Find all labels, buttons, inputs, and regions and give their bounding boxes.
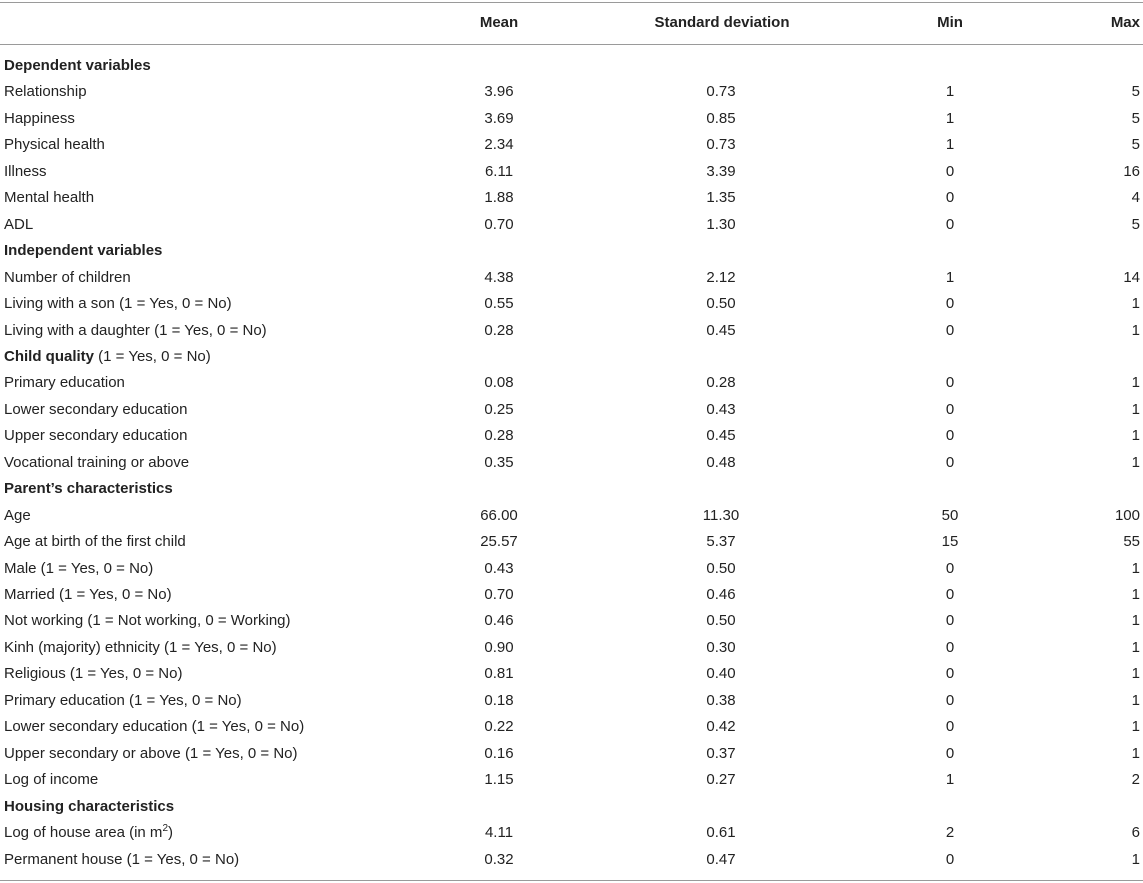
- section-label: [4, 238, 162, 264]
- mean-cell: 0.90: [484, 638, 514, 656]
- max-cell: 1: [1131, 559, 1140, 577]
- row-label-text: Housing characteristics: [4, 797, 175, 815]
- table-row: [0, 159, 1143, 185]
- row-label: [4, 820, 173, 846]
- header-min: Min: [937, 14, 963, 31]
- sd-cell: 0.73: [706, 83, 736, 101]
- max-cell: 1: [1131, 744, 1140, 762]
- header-rule: [0, 44, 1143, 45]
- row-label-text: Mental health: [4, 189, 95, 207]
- sd-cell: 0.37: [706, 744, 736, 762]
- min-cell: 0: [945, 559, 955, 577]
- row-label-text: Lower secondary education (1 = Yes, 0 = No): [4, 718, 305, 736]
- table-row: [0, 767, 1143, 793]
- max-cell: 16: [1123, 162, 1140, 180]
- max-cell: 1: [1131, 453, 1140, 471]
- row-label-text: Upper secondary or above (1 = Yes, 0 = No): [4, 744, 298, 762]
- table-row: [0, 582, 1143, 608]
- sd-cell: 0.38: [706, 691, 736, 709]
- sd-cell: 0.50: [706, 612, 736, 630]
- mean-cell: 0.81: [484, 665, 514, 683]
- mean-cell: 0.70: [484, 215, 514, 233]
- min-cell: 1: [945, 268, 955, 286]
- table-row: [0, 847, 1143, 873]
- section-label: [4, 476, 173, 502]
- row-label-text: Primary education (1 = Yes, 0 = No): [4, 691, 242, 709]
- min-cell: 1: [945, 136, 955, 154]
- row-label-text: Number of children: [4, 268, 131, 286]
- max-cell: 2: [1131, 771, 1140, 789]
- row-label: [4, 318, 267, 344]
- row-label-text: Log of income: [4, 771, 99, 789]
- min-cell: 0: [945, 665, 955, 683]
- row-label: [4, 608, 291, 634]
- table-row: [0, 450, 1143, 476]
- min-cell: 0: [945, 744, 955, 762]
- section-label: [4, 344, 211, 370]
- row-label: [4, 370, 125, 396]
- row-label: [4, 688, 242, 714]
- table-row: [0, 503, 1143, 529]
- row-label-text: Religious (1 = Yes, 0 = No): [4, 665, 183, 683]
- mean-cell: 0.46: [484, 612, 514, 630]
- mean-cell: 4.11: [484, 824, 514, 842]
- max-cell: 1: [1131, 718, 1140, 736]
- min-cell: 0: [945, 321, 955, 339]
- min-cell: 1: [945, 109, 955, 127]
- max-cell: 1: [1131, 321, 1140, 339]
- section-header-row: [0, 794, 1143, 820]
- row-label-text: Age: [4, 506, 31, 524]
- table-row: [0, 265, 1143, 291]
- max-cell: 1: [1131, 295, 1140, 313]
- max-cell: 100: [1114, 506, 1140, 524]
- min-cell: 0: [945, 612, 955, 630]
- max-cell: 1: [1131, 638, 1140, 656]
- row-label: [4, 265, 131, 291]
- mean-cell: 0.28: [484, 321, 514, 339]
- row-label-text: Dependent variables: [4, 57, 151, 74]
- sd-cell: 0.43: [706, 400, 736, 418]
- table-row: [0, 688, 1143, 714]
- row-label: [4, 556, 153, 582]
- row-label: [4, 79, 87, 105]
- sd-cell: 0.28: [706, 374, 736, 392]
- table-row: [0, 741, 1143, 767]
- sd-cell: 0.46: [706, 586, 736, 603]
- mean-cell: 0.70: [484, 586, 514, 603]
- row-label-text: Independent variables: [4, 242, 163, 260]
- sd-cell: 2.12: [706, 268, 736, 286]
- table-row: [0, 820, 1143, 846]
- sd-cell: 0.47: [706, 850, 736, 868]
- table-row: [0, 529, 1143, 555]
- sd-cell: 0.50: [706, 559, 736, 577]
- mean-cell: 0.18: [484, 691, 514, 709]
- mean-cell: 0.28: [484, 427, 514, 445]
- row-label: [4, 635, 277, 661]
- row-label: [4, 291, 232, 317]
- mean-cell: 1.15: [484, 771, 514, 789]
- max-cell: 1: [1131, 850, 1140, 868]
- min-cell: 0: [945, 374, 955, 392]
- mean-cell: 0.22: [484, 718, 514, 736]
- row-label: [4, 847, 239, 873]
- mean-cell: 0.32: [484, 850, 514, 868]
- min-cell: 0: [945, 215, 955, 233]
- max-cell: 1: [1131, 374, 1140, 392]
- row-label: [4, 741, 298, 767]
- row-label-closing: ): [168, 824, 173, 842]
- row-label-text: Age at birth of the first child: [4, 533, 186, 551]
- table-row: [0, 132, 1143, 158]
- table-row: [0, 608, 1143, 634]
- min-cell: 0: [945, 189, 955, 207]
- section-label: [4, 53, 151, 79]
- row-label: [4, 423, 187, 449]
- row-label-text: Permanent house (1 = Yes, 0 = No): [4, 850, 240, 868]
- table-row: [0, 556, 1143, 582]
- max-cell: 5: [1131, 83, 1140, 101]
- mean-cell: 25.57: [480, 533, 518, 551]
- row-label: [4, 529, 186, 555]
- row-label: [4, 397, 187, 423]
- row-label-text: Vocational training or above: [4, 453, 190, 471]
- table-row: [0, 397, 1143, 423]
- min-cell: 1: [945, 83, 955, 101]
- header-standard-deviation: Standard deviation: [654, 14, 790, 31]
- min-cell: 2: [945, 824, 955, 842]
- table-row: [0, 106, 1143, 132]
- row-label: [4, 767, 98, 793]
- min-cell: 15: [941, 533, 959, 551]
- row-label: [4, 582, 172, 608]
- row-label: [4, 661, 182, 687]
- max-cell: 5: [1131, 215, 1140, 233]
- max-cell: 4: [1131, 189, 1140, 207]
- row-label-text: Relationship: [4, 83, 87, 101]
- table-row: [0, 212, 1143, 238]
- max-cell: 1: [1131, 691, 1140, 709]
- min-cell: 0: [945, 400, 955, 418]
- sd-cell: 5.37: [706, 533, 736, 551]
- max-cell: 1: [1131, 612, 1140, 630]
- section-header-row: [0, 476, 1143, 502]
- min-cell: 0: [945, 453, 955, 471]
- section-label-suffix: (1 = Yes, 0 = No): [94, 347, 211, 365]
- min-cell: 0: [945, 718, 955, 736]
- sd-cell: 11.30: [702, 506, 740, 524]
- min-cell: 50: [941, 506, 959, 524]
- table-row: [0, 318, 1143, 344]
- section-label: [4, 794, 174, 820]
- mean-cell: 0.35: [484, 453, 514, 471]
- min-cell: 0: [945, 586, 955, 603]
- sd-cell: 0.40: [706, 665, 736, 683]
- table-row: [0, 185, 1143, 211]
- max-cell: 14: [1123, 268, 1140, 286]
- max-cell: 5: [1131, 136, 1140, 154]
- table-header: [0, 0, 1143, 44]
- min-cell: 0: [945, 638, 955, 656]
- table-row: [0, 714, 1143, 740]
- sd-cell: 0.30: [706, 638, 736, 656]
- mean-cell: 3.69: [484, 109, 514, 127]
- max-cell: 5: [1131, 109, 1140, 127]
- sd-cell: 0.45: [706, 427, 736, 445]
- row-label-text: Male (1 = Yes, 0 = No): [4, 559, 154, 577]
- section-header-row: [0, 53, 1143, 79]
- sd-cell: 0.85: [706, 109, 736, 127]
- max-cell: 1: [1131, 400, 1140, 418]
- row-label-text: Living with a son (1 = Yes, 0 = No): [4, 295, 232, 313]
- row-label-text: Log of house area (in m: [4, 824, 163, 842]
- row-label: [4, 714, 304, 740]
- max-cell: 1: [1131, 586, 1140, 603]
- header-mean: Mean: [479, 14, 519, 31]
- mean-cell: 0.43: [484, 559, 514, 577]
- sd-cell: 0.27: [706, 771, 736, 789]
- sd-cell: 1.30: [706, 215, 736, 233]
- mean-cell: 0.08: [484, 374, 514, 392]
- sd-cell: 3.39: [706, 162, 736, 180]
- sd-cell: 0.61: [706, 824, 736, 842]
- mean-cell: 0.55: [484, 295, 514, 313]
- table-row: [0, 370, 1143, 396]
- mean-cell: 0.25: [484, 400, 514, 418]
- mean-cell: 3.96: [484, 83, 514, 101]
- mean-cell: 1.88: [484, 189, 514, 207]
- unit-superscript: 2: [162, 823, 168, 835]
- sd-cell: 0.42: [706, 718, 736, 736]
- row-label: [4, 106, 75, 132]
- row-label-text: Lower secondary education: [4, 400, 188, 418]
- mean-cell: 4.38: [484, 268, 514, 286]
- row-label-text: Upper secondary education: [4, 427, 188, 445]
- row-label: [4, 503, 31, 529]
- sd-cell: 0.73: [706, 136, 736, 154]
- min-cell: 0: [945, 850, 955, 868]
- row-label-text: Not working (1 = Not working, 0 = Working): [4, 612, 291, 630]
- table-row: [0, 291, 1143, 317]
- row-label: [4, 450, 189, 476]
- mean-cell: 6.11: [484, 162, 514, 180]
- row-label-text: Physical health: [4, 136, 105, 154]
- row-label-text: Kinh (majority) ethnicity (1 = Yes, 0 = No): [4, 638, 277, 656]
- sd-cell: 0.45: [706, 321, 736, 339]
- mean-cell: 0.16: [484, 744, 514, 762]
- max-cell: 1: [1131, 665, 1140, 683]
- sd-cell: 0.50: [706, 295, 736, 313]
- bottom-rule: [0, 880, 1143, 881]
- min-cell: 0: [945, 295, 955, 313]
- sd-cell: 0.48: [706, 453, 736, 471]
- min-cell: 0: [945, 691, 955, 709]
- section-header-row: [0, 344, 1143, 370]
- max-cell: 6: [1131, 824, 1140, 842]
- row-label-text: Living with a daughter (1 = Yes, 0 = No): [4, 321, 267, 339]
- mean-cell: 2.34: [484, 136, 514, 154]
- mean-cell: 66.00: [480, 506, 518, 524]
- table-row: [0, 661, 1143, 687]
- header-max: Max: [1110, 14, 1140, 31]
- min-cell: 1: [945, 771, 955, 789]
- table-row: [0, 423, 1143, 449]
- sd-cell: 1.35: [706, 189, 736, 207]
- max-cell: 1: [1131, 427, 1140, 445]
- row-label-text: Married (1 = Yes, 0 = No): [4, 586, 172, 603]
- section-header-row: [0, 238, 1143, 264]
- row-label-text: ADL: [4, 215, 34, 233]
- table-row: [0, 635, 1143, 661]
- row-label: [4, 159, 47, 185]
- row-label: [4, 185, 94, 211]
- max-cell: 55: [1123, 533, 1140, 551]
- row-label-text: Happiness: [4, 109, 75, 127]
- row-label: [4, 212, 33, 238]
- row-label-text: Illness: [4, 162, 47, 180]
- row-label-text: Parent’s characteristics: [4, 480, 173, 498]
- row-label-text: Primary education: [4, 374, 125, 392]
- row-label: [4, 132, 105, 158]
- min-cell: 0: [945, 427, 955, 445]
- min-cell: 0: [945, 162, 955, 180]
- row-label-text: Child quality: [4, 347, 94, 365]
- table-row: [0, 79, 1143, 105]
